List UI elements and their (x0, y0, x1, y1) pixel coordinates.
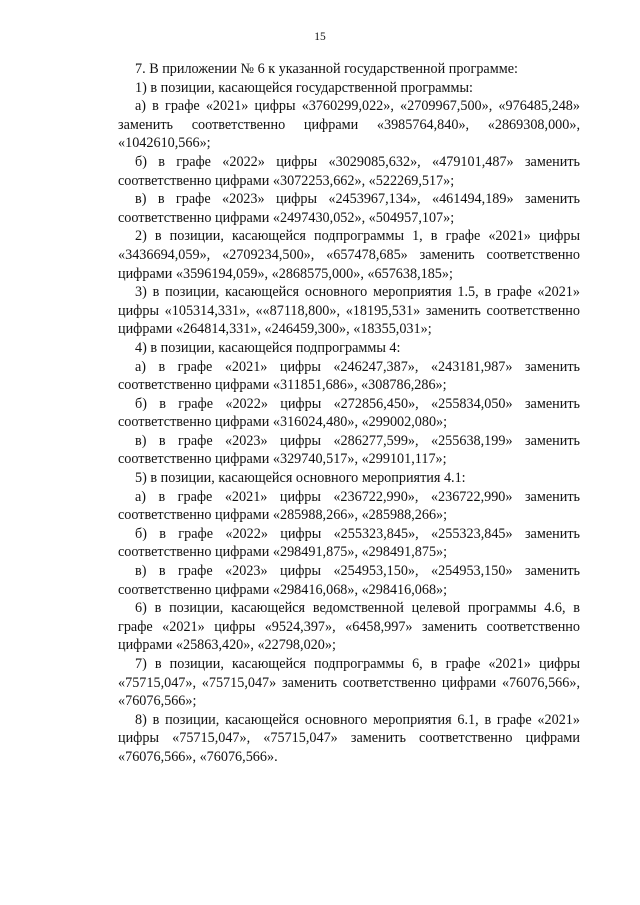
paragraph: а) в графе «2021» цифры «236722,990», «236722,990» заменить соответственно цифрами «285988,266», «285988,266»; (118, 488, 580, 524)
paragraph: в) в графе «2023» цифры «286277,599», «255638,199» заменить соответственно цифрами «329740,517», «299101,117»; (118, 432, 580, 468)
paragraph: 8) в позиции, касающейся основного мероприятия 6.1, в графе «2021» цифры «75715,047», «75715,047» заменить соответственно цифрами «76076,566», «76076,566». (118, 711, 580, 765)
paragraph: 7) в позиции, касающейся подпрограммы 6, в графе «2021» цифры «75715,047», «75715,047» заменить соответственно цифрами «76076,566», «76076,566»; (118, 656, 580, 710)
section-heading: 7. В приложении № 6 к указанной государственной программе: (135, 61, 518, 77)
paragraph: 4) в позиции, касающейся подпрограммы 4: (135, 339, 401, 356)
paragraph: 6) в позиции, касающейся ведомственной целевой программы 4.6, в графе «2021» цифры «9524,397», «6458,997» заменить соответственно цифрами «25863,420», «22798,020»; (118, 600, 580, 654)
paragraph: 3) в позиции, касающейся основного мероприятия 1.5, в графе «2021» цифры «105314,331», ««87118,800», «18195,531» заменить соответственно цифрами «264814,331», «246459,300», «18355,031»; (118, 284, 580, 338)
paragraph: б) в графе «2022» цифры «272856,450», «255834,050» заменить соответственно цифрами «316024,480», «299002,080»; (118, 395, 580, 431)
document-body (118, 60, 580, 767)
paragraph: в) в графе «2023» цифры «254953,150», «254953,150» заменить соответственно цифрами «298416,068», «298416,068»; (118, 563, 580, 598)
paragraph: а) в графе «2021» цифры «246247,387», «243181,987» заменить соответственно цифрами «311851,686», «308786,286»; (118, 358, 580, 394)
paragraph: 2) в позиции, касающейся подпрограммы 1, в графе «2021» цифры «3436694,059», «2709234,500», «657478,685» заменить соответственно цифрами «3596194,059», «2868575,000», «657638,185»; (118, 228, 580, 282)
paragraph: 1) в позиции, касающейся государственной программы: (135, 79, 473, 96)
paragraph: б) в графе «2022» цифры «255323,845», «255323,845» заменить соответственно цифрами «298491,875», «298491,875»; (118, 525, 580, 561)
page-number: 15 (314, 31, 326, 43)
paragraph: б) в графе «2022» цифры «3029085,632», «479101,487» заменить соответственно цифрами «3072253,662», «522269,517»; (118, 153, 580, 189)
paragraph: а) в графе «2021» цифры «3760299,022», «2709967,500», «976485,248» заменить соответственно цифрами «3985764,840», «2869308,000», «1042610,566»; (118, 98, 580, 152)
paragraph: в) в графе «2023» цифры «2453967,134», «461494,189» заменить соответственно цифрами «2497430,052», «504957,107»; (118, 191, 580, 226)
paragraph: 5) в позиции, касающейся основного мероприятия 4.1: (135, 470, 466, 487)
